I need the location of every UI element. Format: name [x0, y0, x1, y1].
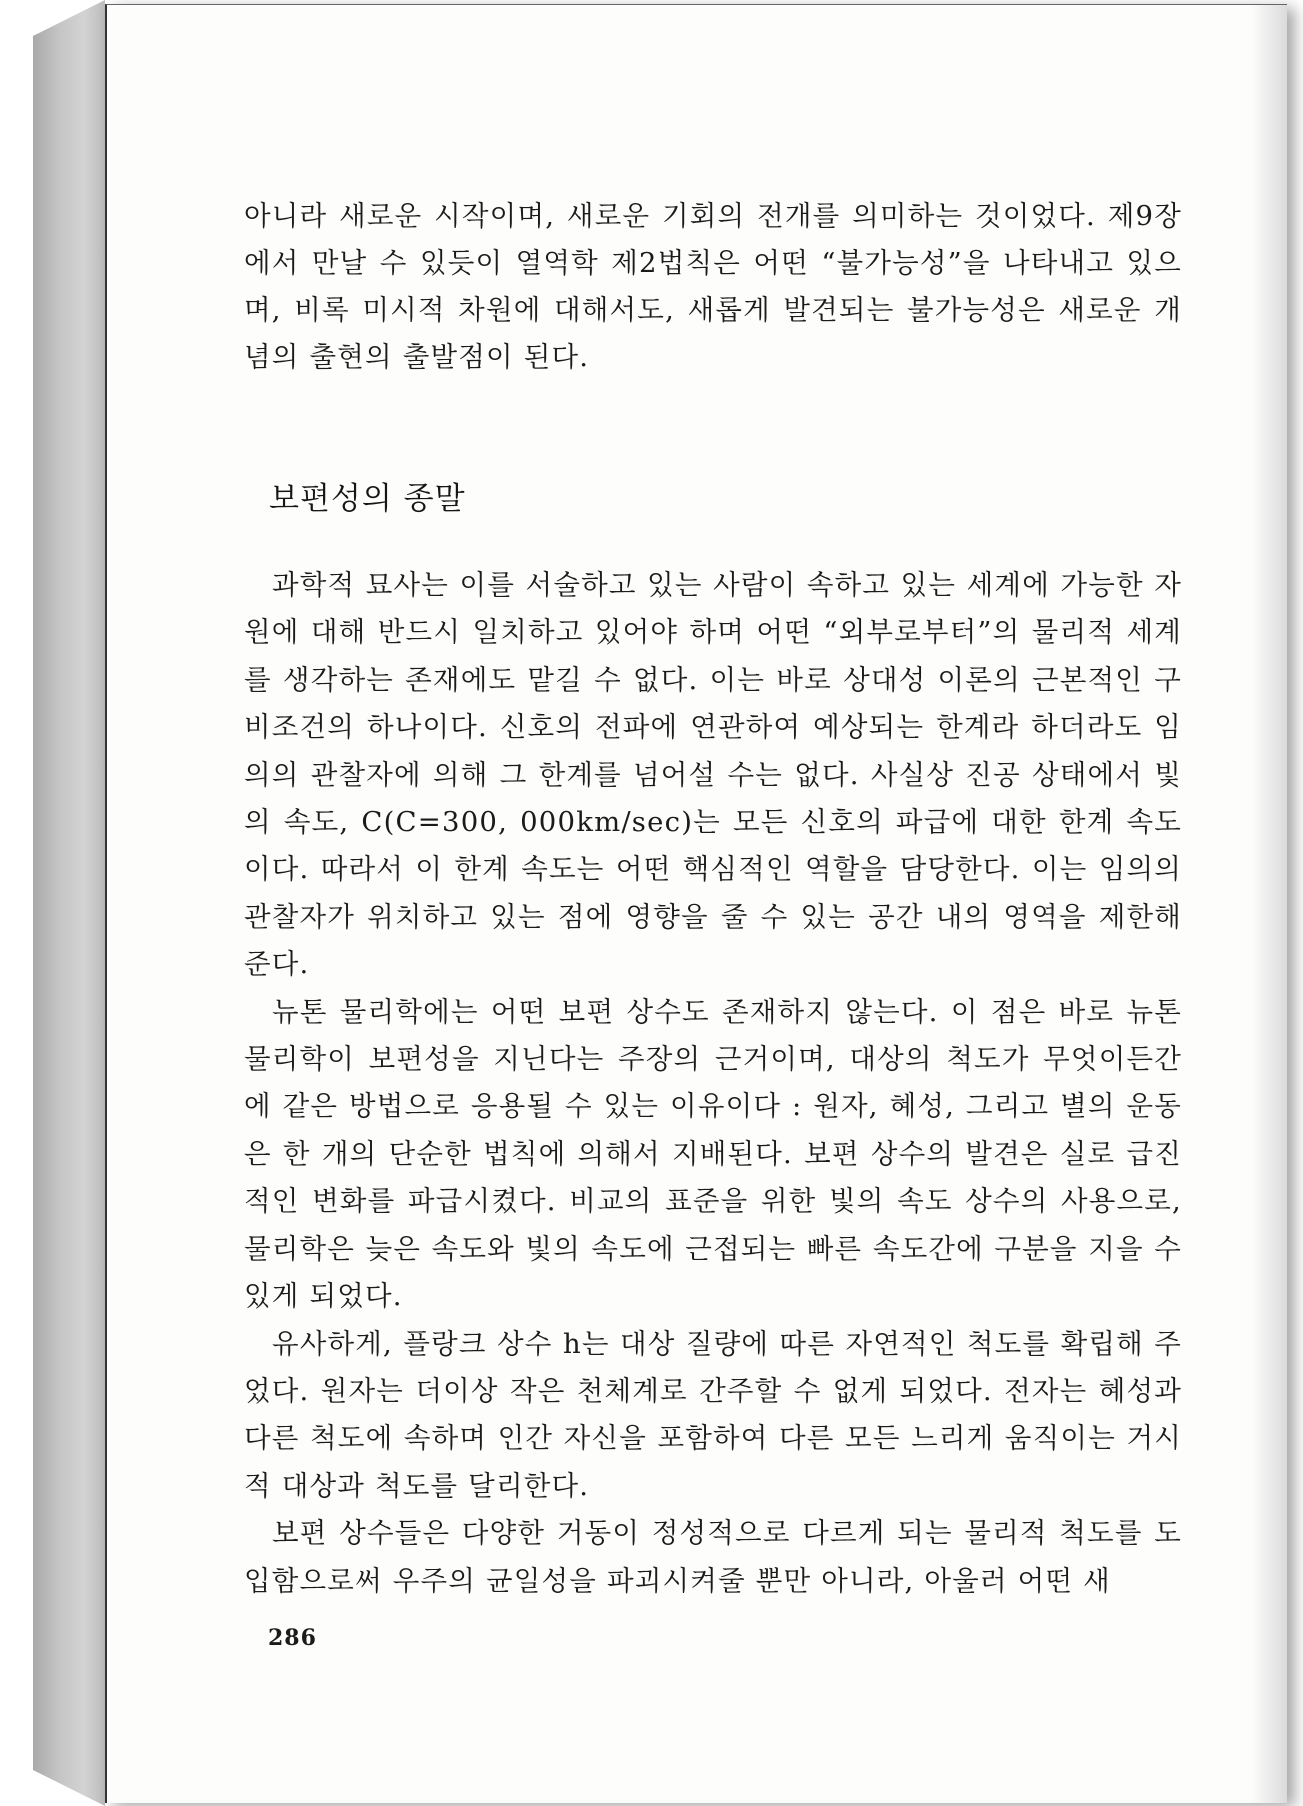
- intro-text: [244, 193, 1182, 381]
- page-edge-shadow: [1251, 5, 1287, 1803]
- body-paragraph-4: 보편 상수들은 다양한 거동이 정성적으로 다르게 되는 물리적 척도를 도입함으로써 우주의 균일성을 파괴시켜줄 뿐만 아니라, 아울러 어떤 새: [244, 1517, 1182, 1597]
- body-paragraph-3: 유사하게, 플랑크 상수 h는 대상 질량에 따른 자연적인 척도를 확립해 주었다. 원자는 더이상 작은 천체계로 간주할 수 없게 되었다. 전자는 혜성과 다른 척도에 속하며 인간 자신을 포함하여 다른 모든 느리게 움직이는 거시적 대상과 척도를 달리한다.: [244, 1327, 1182, 1502]
- book-page: [105, 4, 1287, 1803]
- intro-paragraph: 아니라 새로운 시작이며, 새로운 기회의 전개를 의미하는 것이었다. 제9장에서 만날 수 있듯이 열역학 제2법칙은 어떤 “불가능성”을 나타내고 있으며, 비록 미시적 차원에 대해서도, 새롭게 발견되는 불가능성은 새로운 개념의 출현의 출발점이 된다.: [244, 200, 1182, 373]
- body-text: [244, 562, 1182, 1605]
- body-paragraph-1: 과학적 묘사는 이를 서술하고 있는 사람이 속하고 있는 세계에 가능한 자원에 대해 반드시 일치하고 있어야 하며 어떤 “외부로부터”의 물리적 세계를 생각하는 존재에도 맡길 수 없다. 이는 바로 상대성 이론의 근본적인 구비조건의 하나이다. 신호의 전파에 연관하여 예상되는 한계라 하더라도 임의의 관찰자에 의해 그 한계를 넘어설 수는 없다. 사실상 진공 상태에서 빛의 속도, C(C=300, 000km/sec)는 모든 신호의 파급에 대한 한계 속도이다. 따라서 이 한계 속도는 어떤 핵심적인 역할을 담당한다. 이는 임의의 관찰자가 위치하고 있는 점에 영향을 줄 수 있는 공간 내의 영역을 제한해 준다.: [244, 569, 1182, 981]
- book-spine: [33, 0, 105, 1806]
- section-title: 보편성의 종말: [269, 481, 466, 517]
- body-paragraph-2: 뉴톤 물리학에는 어떤 보편 상수도 존재하지 않는다. 이 점은 바로 뉴톤 물리학이 보편성을 지닌다는 주장의 근거이며, 대상의 척도가 무엇이든간에 같은 방법으로 응용될 수 있는 이유이다 : 원자, 혜성, 그리고 별의 운동은 한 개의 단순한 법칙에 의해서 지배된다. 보편 상수의 발견은 실로 급진적인 변화를 파급시켰다. 비교의 표준을 위한 빛의 속도 상수의 사용으로, 물리학은 늦은 속도와 빛의 속도에 근접되는 빠른 속도간에 구분을 지을 수 있게 되었다.: [244, 995, 1182, 1313]
- page-number: 286: [268, 1625, 317, 1651]
